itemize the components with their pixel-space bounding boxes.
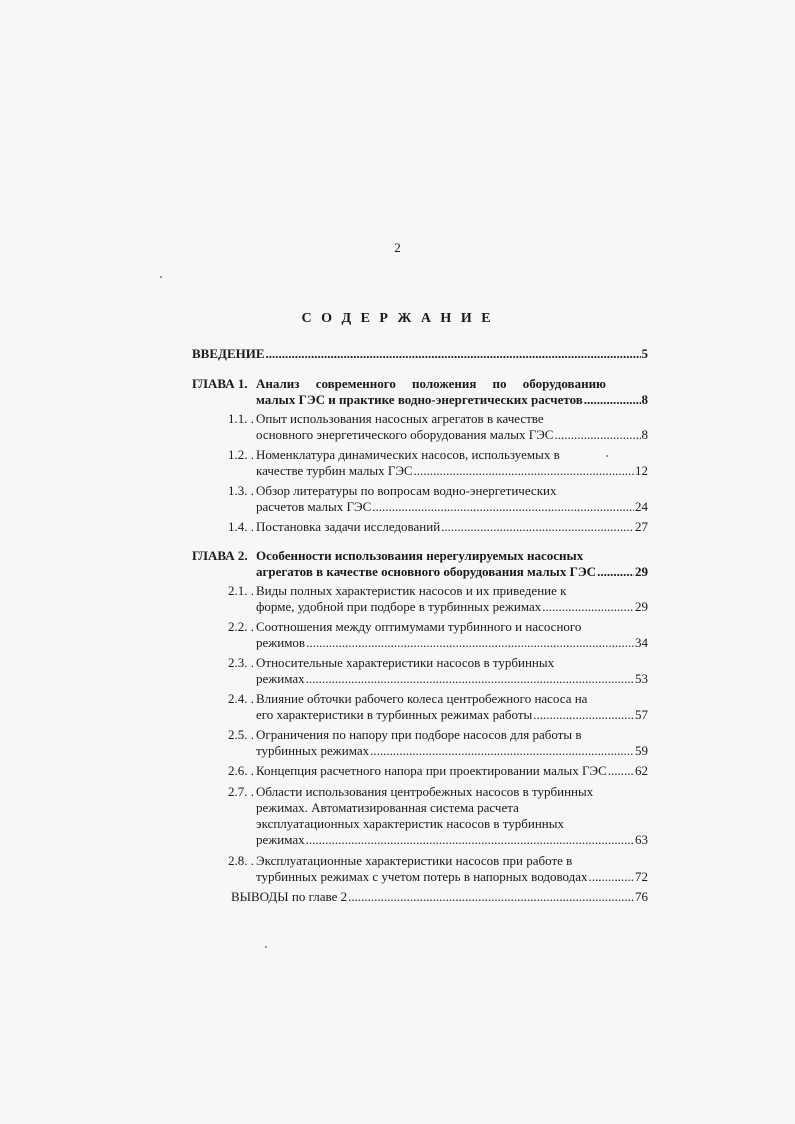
toc-entry-title: Относительные характеристики насосов в турбинных bbox=[256, 655, 555, 670]
toc-entry-title: Области использования центробежных насосов в турбинных bbox=[256, 784, 594, 799]
section-number: 2.3. . bbox=[228, 655, 254, 670]
toc-entry-title: Соотношения между оптимумами турбинного и насосного bbox=[256, 619, 582, 634]
toc-entry-chapter-2[interactable]: агрегатов в качестве основного оборудования малых ГЭС ..... 29 bbox=[256, 564, 648, 580]
toc-entry-title: Номенклатура динамических насосов, используемых в bbox=[256, 447, 560, 462]
section-number: 2.6. . bbox=[228, 763, 254, 778]
toc-entry-title: Влияние обточки рабочего колеса центробежного насоса на bbox=[256, 691, 588, 706]
section-number: 2.5. . bbox=[228, 727, 254, 742]
toc-entry-1-3[interactable]: расчетов малых ГЭС ..... 24 bbox=[256, 499, 648, 515]
section-number: 2.7. . bbox=[228, 784, 254, 799]
toc-entry-title: Анализ современного положения по оборудованию bbox=[256, 376, 606, 391]
toc-entry-1-1[interactable]: основного энергетического оборудования малых ГЭС ..... 8 bbox=[256, 427, 648, 443]
toc-entry-title: эксплуатационных характеристик насосов в турбинных bbox=[256, 816, 564, 831]
toc-entry-2-5[interactable]: турбинных режимах ..... 59 bbox=[256, 743, 648, 759]
section-number: 2.2. . bbox=[228, 619, 254, 634]
toc-entry-title: режимах. Автоматизированная система расчета bbox=[256, 800, 519, 815]
section-number: 2.1. . bbox=[228, 583, 254, 598]
toc-entry-page: 76 bbox=[635, 889, 648, 904]
toc-entry-title: Обзор литературы по вопросам водно-энергетических bbox=[256, 483, 557, 498]
toc-entry-page: 34 bbox=[635, 635, 648, 650]
toc-entry-title: Виды полных характеристик насосов и их приведение к bbox=[256, 583, 567, 598]
scan-speck bbox=[265, 946, 267, 948]
toc-entry-chapter-1[interactable]: малых ГЭС и практике водно-энергетических расчетов ..... 8 bbox=[256, 392, 648, 408]
page-number: 2 bbox=[394, 240, 401, 255]
toc-entry-page: 62 bbox=[635, 763, 648, 778]
toc-entry-label: ВВЕДЕНИЕ bbox=[192, 346, 265, 361]
toc-entry-page: 8 bbox=[641, 392, 648, 407]
toc-entry-page: 72 bbox=[635, 869, 648, 884]
section-number: 1.3. . bbox=[228, 483, 254, 498]
toc-entry-1-2[interactable]: качестве турбин малых ГЭС ..... 12 bbox=[256, 463, 648, 479]
toc-entry-2-3[interactable]: режимах ..... 53 bbox=[256, 671, 648, 687]
toc-entry-page: 29 bbox=[635, 564, 648, 579]
toc-entry-2-1[interactable]: форме, удобной при подборе в турбинных режимах ..... 29 bbox=[256, 599, 648, 615]
toc-entry-title: Опыт использования насосных агрегатов в качестве bbox=[256, 411, 544, 426]
toc-entry-2-8[interactable]: турбинных режимах с учетом потерь в напорных водоводах ..... 72 bbox=[256, 869, 648, 885]
toc-entry-2-7[interactable]: режимах ..... 63 bbox=[256, 832, 648, 848]
toc-entry-2-2[interactable]: режимов ..... 34 bbox=[256, 635, 648, 651]
toc-entry-conclusions[interactable]: ВЫВОДЫ по главе 2 ..... 76 bbox=[231, 889, 648, 905]
page-title: С О Д Е Р Ж А Н И Е bbox=[301, 311, 494, 326]
toc-entry-page: 8 bbox=[641, 427, 648, 442]
scan-speck bbox=[606, 455, 608, 457]
toc-entry-page: 27 bbox=[635, 519, 648, 534]
section-number: 1.4. . bbox=[228, 519, 254, 534]
section-number: 1.2. . bbox=[228, 447, 254, 462]
toc-entry-2-4[interactable]: его характеристики в турбинных режимах работы ..... 57 bbox=[256, 707, 648, 723]
toc-entry-title: Особенности использования нерегулируемых насосных bbox=[256, 548, 584, 563]
toc-entry-page: 5 bbox=[641, 346, 648, 361]
toc-entry-intro[interactable] bbox=[192, 346, 648, 362]
toc-entry-page: 59 bbox=[635, 743, 648, 758]
toc-entry-2-6[interactable]: Концепция расчетного напора при проектировании малых ГЭС ..... 62 bbox=[256, 763, 648, 779]
chapter-label: ГЛАВА 2. bbox=[192, 548, 248, 563]
toc-entry-page: 29 bbox=[635, 599, 648, 614]
toc-entry-page: 57 bbox=[635, 707, 648, 722]
toc-entry-page: 63 bbox=[635, 832, 648, 847]
toc-entry-title: Ограничения по напору при подборе насосов для работы в bbox=[256, 727, 582, 742]
toc-entry-title: Эксплуатационные характеристики насосов при работе в bbox=[256, 853, 573, 868]
toc-entry-page: 12 bbox=[635, 463, 648, 478]
toc-entry-page: 24 bbox=[635, 499, 648, 514]
section-number: 1.1. . bbox=[228, 411, 254, 426]
toc-entry-page: 53 bbox=[635, 671, 648, 686]
chapter-label: ГЛАВА 1. bbox=[192, 376, 248, 391]
section-number: 2.4. . bbox=[228, 691, 254, 706]
toc-entry-1-4[interactable]: Постановка задачи исследований ..... 27 bbox=[256, 519, 648, 535]
section-number: 2.8. . bbox=[228, 853, 254, 868]
scan-speck bbox=[160, 276, 162, 278]
